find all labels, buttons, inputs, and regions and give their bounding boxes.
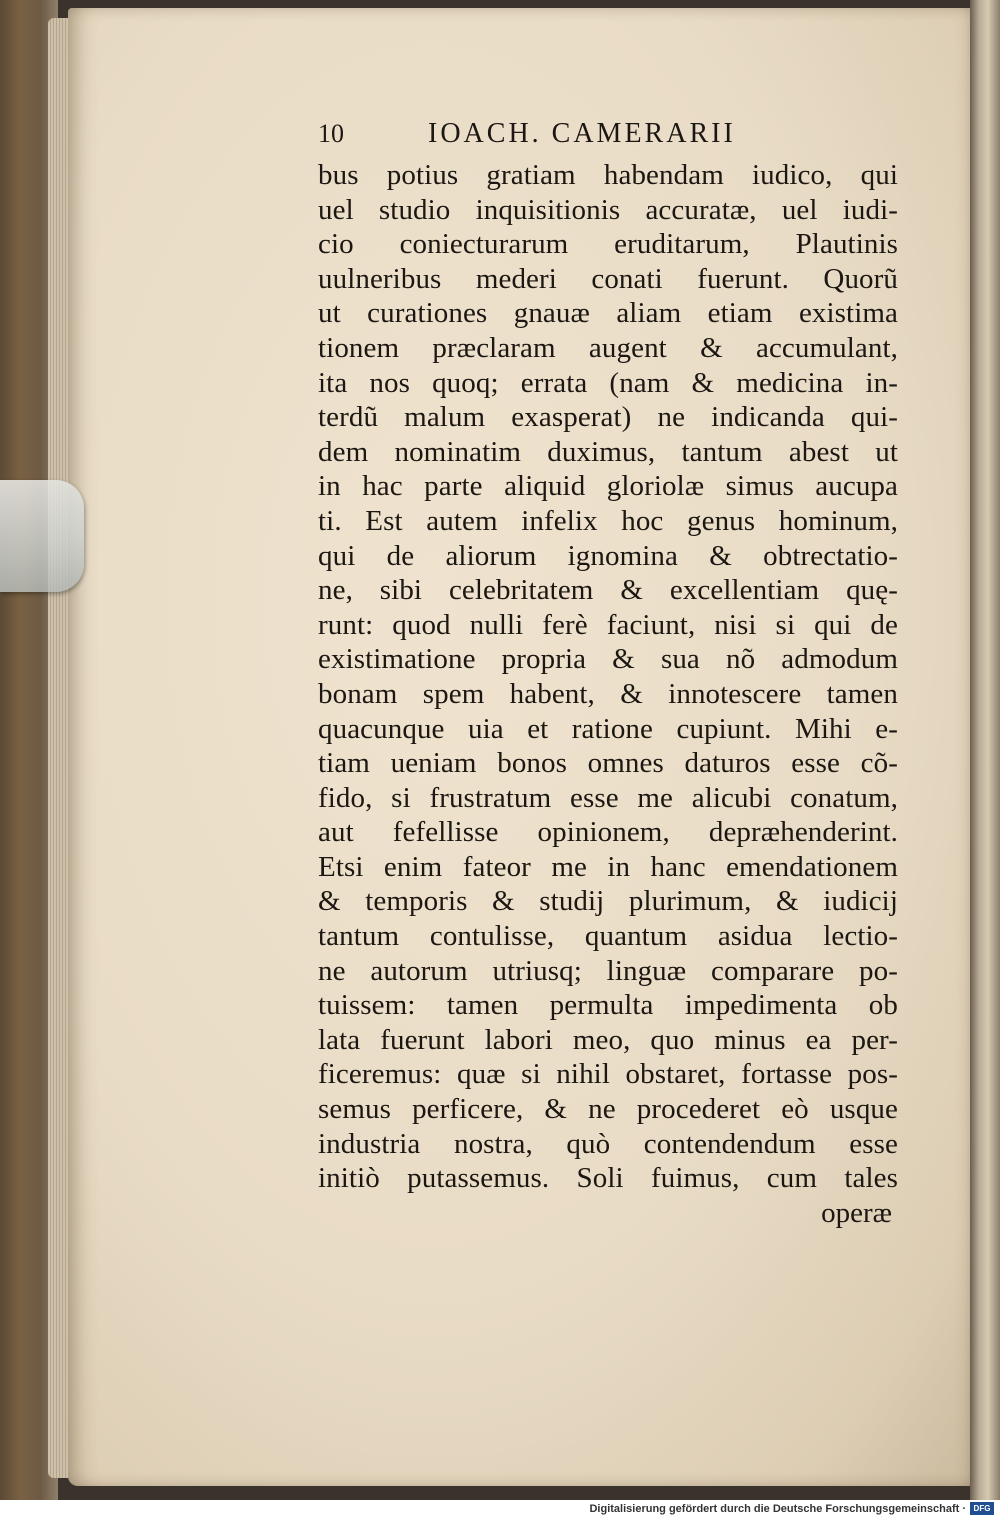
- text-line: runt: quod nulli ferè faciunt, nisi si qui de: [318, 608, 898, 641]
- digitization-footer: [0, 1500, 1000, 1517]
- body-text: [318, 158, 898, 1196]
- text-line: dem nominatim duximus, tantum abest ut: [318, 435, 898, 468]
- text-line: ne, sibi celebritatem & excellentiam quę-: [318, 574, 898, 607]
- text-line: industria nostra, quò contendendum esse: [318, 1127, 898, 1160]
- text-line: ti. Est autem infelix hoc genus hominum,: [318, 504, 898, 537]
- text-line: bus potius gratiam habendam iudico, qui: [318, 159, 898, 191]
- text-line: uulneribus mederi conati fuerunt. Quorũ: [318, 262, 898, 295]
- text-line: ita nos quoq; errata (nam & medicina in-: [318, 366, 898, 399]
- text-line: tantum contulisse, quantum asidua lectio-: [318, 920, 898, 953]
- text-line: ne autorum utriusq; linguæ comparare po-: [318, 954, 898, 987]
- text-line: ut curationes gnauæ aliam etiam existima: [318, 297, 898, 330]
- catchword: operæ: [821, 1196, 892, 1229]
- footer-credit: Digitalisierung gefördert durch die Deutsche Forschungsgemeinschaft ·: [589, 1502, 966, 1515]
- dfg-logo: DFG: [970, 1502, 994, 1515]
- text-line: aut fefellisse opinionem, depræhenderint.: [318, 816, 898, 849]
- text-line: tiam ueniam bonos omnes daturos esse cõ-: [318, 747, 898, 780]
- text-line: & temporis & studij plurimum, & iudicij: [318, 885, 898, 918]
- text-line: cio coniecturarum eruditarum, Plautinis: [318, 228, 898, 261]
- facing-page-edge: [970, 0, 1000, 1500]
- text-line: initiò putassemus. Soli fuimus, cum tales: [318, 1162, 898, 1195]
- running-head: [318, 118, 898, 158]
- text-line: lata fuerunt labori meo, quo minus ea per-: [318, 1023, 898, 1056]
- text-line: bonam spem habent, & innotescere tamen: [318, 677, 898, 710]
- text-line: tuissem: tamen permulta impedimenta ob: [318, 989, 898, 1022]
- text-line: qui de aliorum ignomina & obtrectatio-: [318, 539, 898, 572]
- text-line: in hac parte aliquid gloriolæ simus aucupa: [318, 470, 898, 503]
- text-line: terdũ malum exasperat) ne indicanda qui-: [318, 401, 898, 434]
- text-line: fido, si frustratum esse me alicubi conatum,: [318, 781, 898, 814]
- text-line: ficeremus: quæ si nihil obstaret, fortasse pos-: [318, 1058, 898, 1091]
- page-clip: [0, 480, 84, 592]
- text-line: Etsi enim fateor me in hanc emendationem: [318, 850, 898, 883]
- text-line: uel studio inquisitionis accuratæ, uel iudi-: [318, 193, 898, 226]
- running-title: IOACH. CAMERARII: [428, 118, 736, 149]
- text-line: tionem præclaram augent & accumulant,: [318, 331, 898, 364]
- text-line: existimatione propria & sua nõ admodum: [318, 643, 898, 676]
- text-block: [318, 118, 898, 1230]
- page-number: 10: [318, 119, 344, 148]
- text-line: semus perficere, & ne procederet eò usque: [318, 1093, 898, 1126]
- text-line: quacunque uia et ratione cupiunt. Mihi e-: [318, 712, 898, 745]
